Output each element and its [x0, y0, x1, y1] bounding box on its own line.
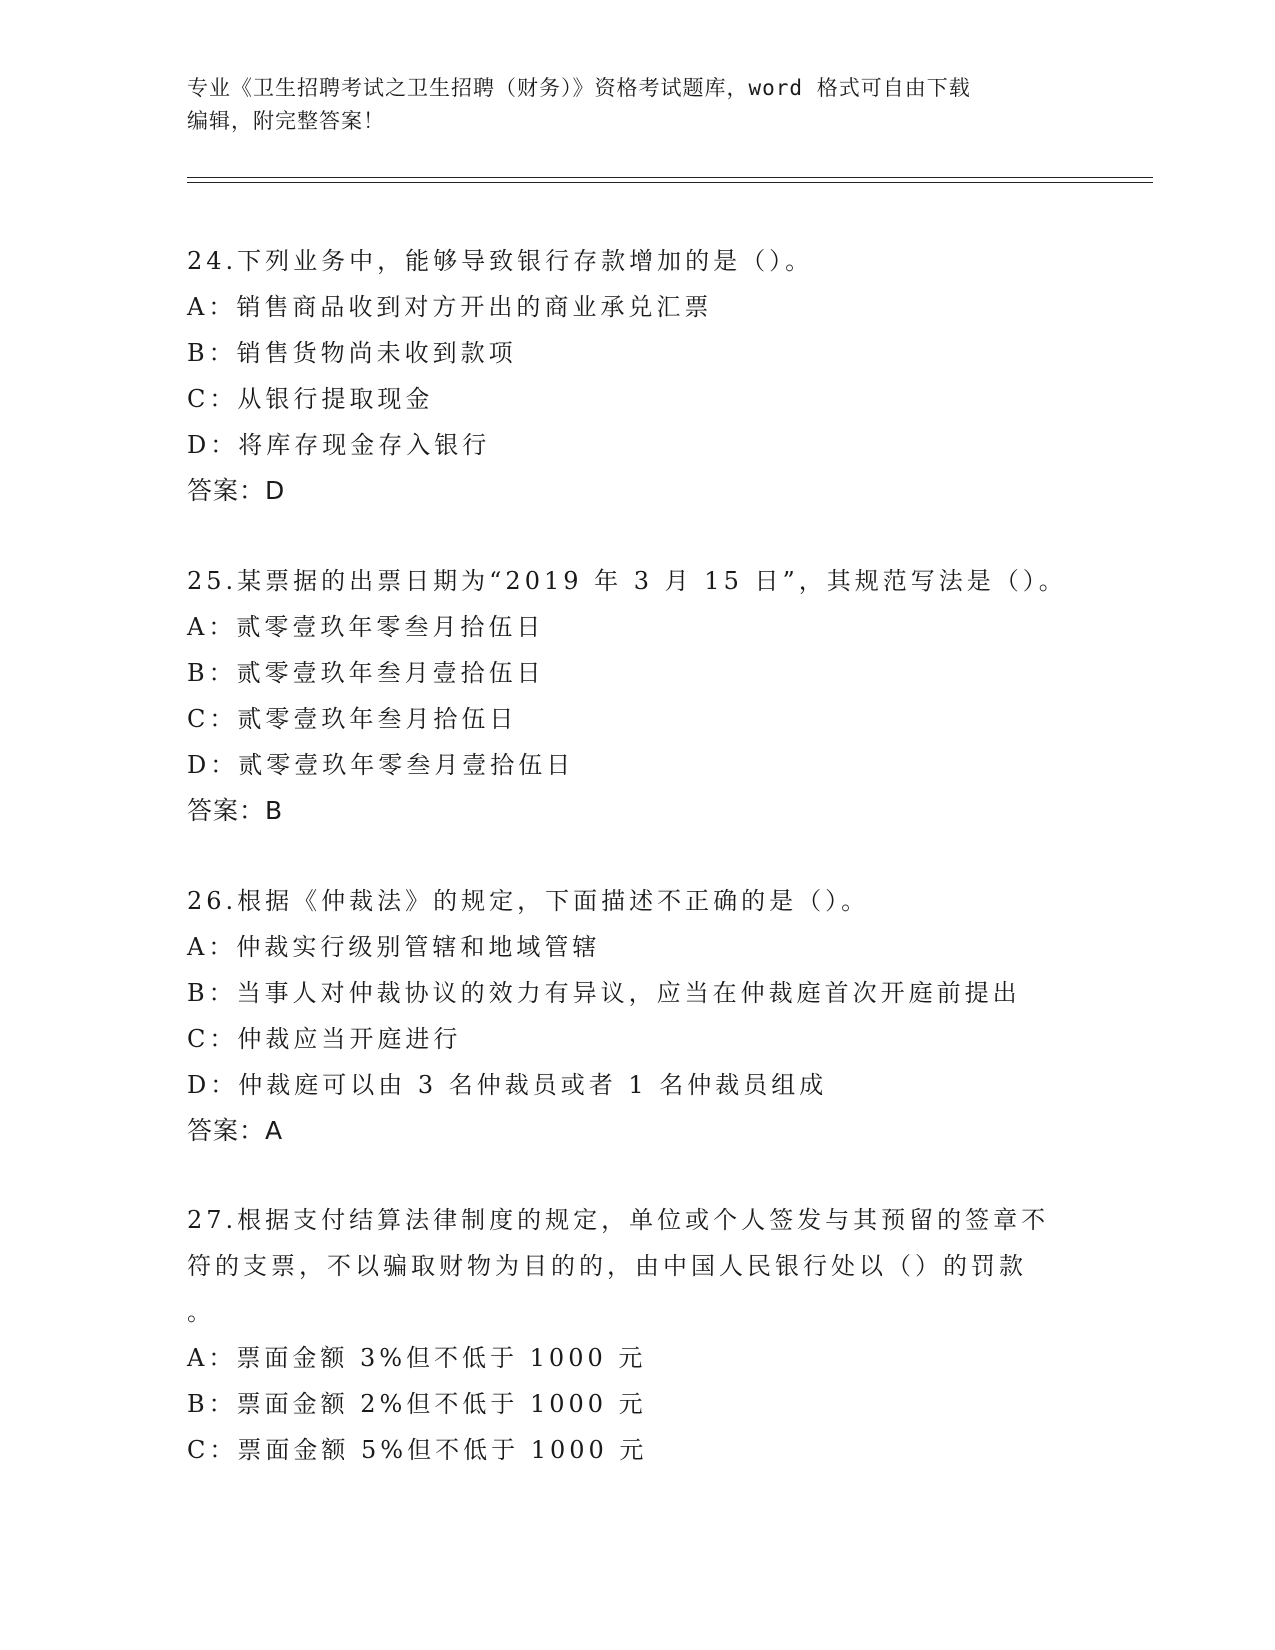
- question-stem-line-2: 符的支票，不以骗取财物为目的的，由中国人民银行处以（）的罚款: [187, 1252, 1027, 1280]
- question-stem: 26.根据《仲裁法》的规定，下面描述不正确的是（）。: [187, 887, 870, 915]
- option-c: C：从银行提取现金: [187, 385, 434, 413]
- question-26: [187, 878, 1087, 1154]
- option-b: B：票面金额 2%但不低于 1000 元: [187, 1390, 647, 1418]
- option-d: D：贰零壹玖年零叁月壹拾伍日: [187, 751, 575, 779]
- answer-line: 答案：D: [187, 476, 286, 505]
- option-b: B：贰零壹玖年叁月壹拾伍日: [187, 659, 545, 687]
- question-stem: 24.下列业务中，能够导致银行存款增加的是（）。: [187, 247, 814, 275]
- option-d: D：将库存现金存入银行: [187, 431, 491, 459]
- header-divider-top: [187, 177, 1153, 178]
- question-24: [187, 238, 1087, 514]
- answer-line: 答案：B: [187, 796, 284, 825]
- question-stem-line-1: 27.根据支付结算法律制度的规定，单位或个人签发与其预留的签章不: [187, 1206, 1050, 1234]
- option-a: A：仲裁实行级别管辖和地域管辖: [187, 933, 601, 961]
- question-stem: 25.某票据的出票日期为“2019 年 3 月 15 日”，其规范写法是（）。: [187, 567, 1067, 595]
- header-line-1: 专业《卫生招聘考试之卫生招聘（财务）》资格考试题库，word 格式可自由下载: [187, 76, 971, 100]
- option-c: C：票面金额 5%但不低于 1000 元: [187, 1436, 648, 1464]
- option-a: A：销售商品收到对方开出的商业承兑汇票: [187, 293, 713, 321]
- option-c: C：贰零壹玖年叁月拾伍日: [187, 705, 518, 733]
- answer-line: 答案：A: [187, 1116, 284, 1145]
- document-header: [187, 72, 1067, 138]
- option-d: D：仲裁庭可以由 3 名仲裁员或者 1 名仲裁员组成: [187, 1071, 828, 1099]
- option-b: B：销售货物尚未收到款项: [187, 339, 517, 367]
- option-b: B：当事人对仲裁协议的效力有异议，应当在仲裁庭首次开庭前提出: [187, 979, 1021, 1007]
- question-27: [187, 1197, 1087, 1473]
- header-line-2: 编辑，附完整答案！: [187, 109, 385, 133]
- question-stem-line-3: 。: [187, 1298, 215, 1326]
- option-a: A：贰零壹玖年零叁月拾伍日: [187, 613, 545, 641]
- header-divider-bottom: [187, 182, 1153, 183]
- question-25: [187, 558, 1087, 834]
- option-a: A：票面金额 3%但不低于 1000 元: [187, 1344, 647, 1372]
- option-c: C：仲裁应当开庭进行: [187, 1025, 462, 1053]
